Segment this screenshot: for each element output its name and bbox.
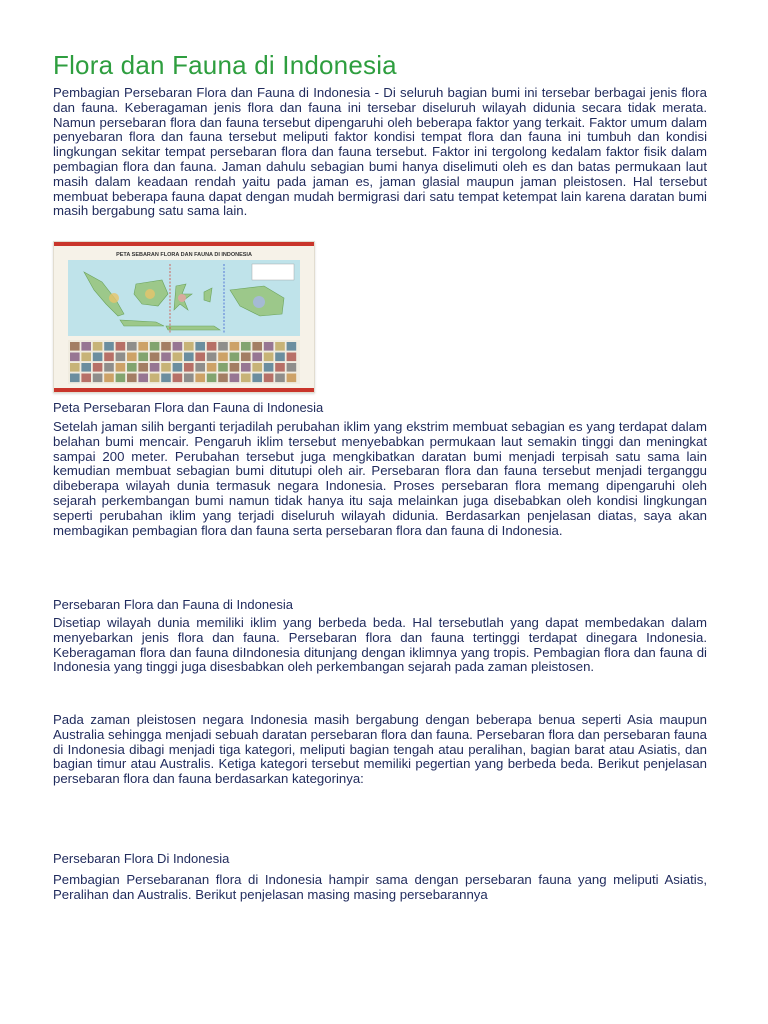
species-thumbnail [70, 363, 80, 372]
climate-paragraph: Setelah jaman silih berganti terjadilah perubahan iklim yang ekstrim membuat sebagian es yang terdapat dalam belahan bumi mencair. Pengaruh iklim tersebut menyebabkan permukaan laut semakin tinggi dan meningkat sampai 200 meter. Perubahan tersebut juga mengkibatkan daratan bumi menjadi terpisah satu sama lain kemudian membuat sebagian bumi ditutupi oleh air. Persebaran flora dan fauna tersebut menjadi terganggu dibeberapa wilayah dunia termasuk negara Indonesia. Proses persebaran flora memang dipengaruhi oleh sejarah perkembangan bumi namun tidak hanya itu saja melainkan juga disebabkan oleh kondisi lingkungan seperti perubahan iklim yang terjadi diseluruh wilayah didunia. Berdasarkan penjelasan diatas, saya akan membagikan pembagian flora dan fauna serta persebaran flora dan fauna di Indonesia. [53, 419, 707, 538]
species-thumbnail [70, 374, 80, 383]
species-thumbnail [195, 353, 205, 362]
species-thumbnail [104, 342, 114, 351]
species-thumbnail [127, 374, 137, 383]
species-thumbnail [104, 353, 114, 362]
species-thumbnail [275, 374, 285, 383]
species-thumbnail [138, 374, 148, 383]
intro-paragraph: Pembagian Persebaran Flora dan Fauna di Indonesia - Di seluruh bagian bumi ini tersebar berbagai jenis flora dan fauna. Keberagaman jenis flora dan fauna ini tersebar diseluruh wilayah didunia secara tidak merata. Namun persebaran flora dan fauna tersebut dipengaruhi oleh beberapa faktor yang terkait. Faktor umum dalam penyebaran flora dan fauna tersebut meliputi faktor kondisi tempat flora dan fauna ini tumbuh dan kondisi lingkungan sekitar tempat persebaran flora dan fauna tersebut. Faktor ini tergolong kedalam faktor fisik dalam pembagian flora dan fauna. Jaman dahulu sebagian bumi hanya diselimuti oleh es dan batas permukaan laut masih dalam keadaan rendah yaitu pada jaman es, jaman glasial maupun jaman pleistosen. Hal tersebut membuat beberapa fauna dapat dengan mudah bermigrasi dari satu tempat ketempat lain karena daratan bumi masih bergabung satu sama lain. [53, 85, 707, 219]
species-thumbnail [161, 363, 171, 372]
species-thumbnail [116, 353, 126, 362]
species-thumbnail [161, 353, 171, 362]
species-thumbnail [195, 363, 205, 372]
species-thumbnail [150, 363, 160, 372]
species-thumbnail [241, 374, 251, 383]
species-thumbnail [264, 374, 274, 383]
tropics-paragraph: Disetiap wilayah dunia memiliki iklim yang berbeda beda. Hal tersebutlah yang dapat membedakan dalam menyebarkan jenis flora dan fauna. Persebaran flora dan fauna tertinggi terdapat dinegara Indonesia. Keberagaman flora dan fauna diIndonesia ditunjang dengan iklimnya yang tropis. Pembagian flora dan fauna di Indonesia yang tinggi juga disesbabkan oleh perkembangan sejarah pada zaman pleistosen. [53, 615, 707, 675]
species-thumbnail [241, 363, 251, 372]
species-thumbnail [264, 342, 274, 351]
species-thumbnail [287, 374, 297, 383]
species-thumbnail [138, 353, 148, 362]
species-thumbnail [241, 353, 251, 362]
species-thumbnail [264, 363, 274, 372]
species-thumbnail [275, 363, 285, 372]
species-thumbnail [127, 342, 137, 351]
species-thumbnail [161, 342, 171, 351]
map-caption: Peta Persebaran Flora dan Fauna di Indonesia [53, 400, 324, 415]
species-thumbnail [230, 353, 240, 362]
species-thumbnail [252, 353, 262, 362]
species-thumbnail [127, 353, 137, 362]
species-thumbnail [230, 363, 240, 372]
species-thumbnail [93, 353, 103, 362]
species-thumbnail [207, 342, 217, 351]
species-thumbnail [230, 342, 240, 351]
species-thumbnail [81, 363, 91, 372]
species-thumbnail [287, 342, 297, 351]
species-thumbnail [184, 353, 194, 362]
species-thumbnail [127, 363, 137, 372]
species-thumbnail [218, 342, 228, 351]
indonesia-map-illustration [54, 242, 314, 392]
species-thumbnail [138, 363, 148, 372]
species-thumbnail [161, 374, 171, 383]
map-image [53, 241, 315, 393]
species-thumbnail [218, 353, 228, 362]
species-thumbnail [116, 374, 126, 383]
species-thumbnail [116, 342, 126, 351]
distribution-heading: Persebaran Flora dan Fauna di Indonesia [53, 597, 293, 612]
species-thumbnail [173, 353, 183, 362]
species-thumbnail [93, 374, 103, 383]
species-thumbnail [275, 342, 285, 351]
species-thumbnail [207, 363, 217, 372]
species-thumbnail [287, 353, 297, 362]
species-thumbnail [104, 374, 114, 383]
species-thumbnail [195, 342, 205, 351]
species-thumbnail [70, 342, 80, 351]
species-thumbnail [252, 374, 262, 383]
species-thumbnail [81, 374, 91, 383]
species-thumbnail [173, 342, 183, 351]
species-thumbnail [93, 342, 103, 351]
species-thumbnail [184, 363, 194, 372]
species-thumbnail [218, 374, 228, 383]
species-thumbnail [184, 342, 194, 351]
species-thumbnail [173, 374, 183, 383]
species-thumbnail [138, 342, 148, 351]
species-thumbnail [150, 353, 160, 362]
species-thumbnail [207, 374, 217, 383]
flora-paragraph: Pembagian Persebaranan flora di Indonesia hampir sama dengan persebaran fauna yang meliputi Asiatis, Peralihan dan Australis. Berikut penjelasan masing masing persebarannya [53, 872, 707, 902]
flora-heading: Persebaran Flora Di Indonesia [53, 851, 230, 866]
species-thumbnail [287, 363, 297, 372]
species-thumbnail [116, 363, 126, 372]
species-thumbnail [241, 342, 251, 351]
species-thumbnail [70, 353, 80, 362]
species-thumbnail [173, 363, 183, 372]
species-thumbnail [252, 342, 262, 351]
species-thumbnail [104, 363, 114, 372]
species-thumbnail [275, 353, 285, 362]
pleistocene-paragraph: Pada zaman pleistosen negara Indonesia masih bergabung dengan beberapa benua seperti Asia maupun Australia sehingga menjadi sebuah daratan persebaran flora dan fauna. Persebaran flora dan persebaran fauna di Indonesia dibagi menjadi tiga kategori, meliputi bagian tengah atau peralihan, bagian barat atau Asiatis, dan bagian timur atau Australis. Ketiga kategori tersebut memiliki pegertian yang berbeda beda. Berikut penjelasan persebaran flora dan fauna berdasarkan kategorinya: [53, 712, 707, 787]
species-thumbnail [252, 363, 262, 372]
species-thumbnail [81, 342, 91, 351]
species-thumbnail [81, 353, 91, 362]
species-thumbnail [150, 342, 160, 351]
map-heading: PETA SEBARAN FLORA DAN FAUNA DI INDONESIA [116, 252, 252, 258]
species-thumbnail [93, 363, 103, 372]
species-thumbnail [264, 353, 274, 362]
species-thumbnail [184, 374, 194, 383]
species-thumbnail [195, 374, 205, 383]
page-title: Flora dan Fauna di Indonesia [53, 50, 397, 80]
species-thumbnail [230, 374, 240, 383]
species-thumbnail [207, 353, 217, 362]
species-thumbnail [150, 374, 160, 383]
species-thumbnail [218, 363, 228, 372]
map-bottom-rod [54, 388, 314, 392]
